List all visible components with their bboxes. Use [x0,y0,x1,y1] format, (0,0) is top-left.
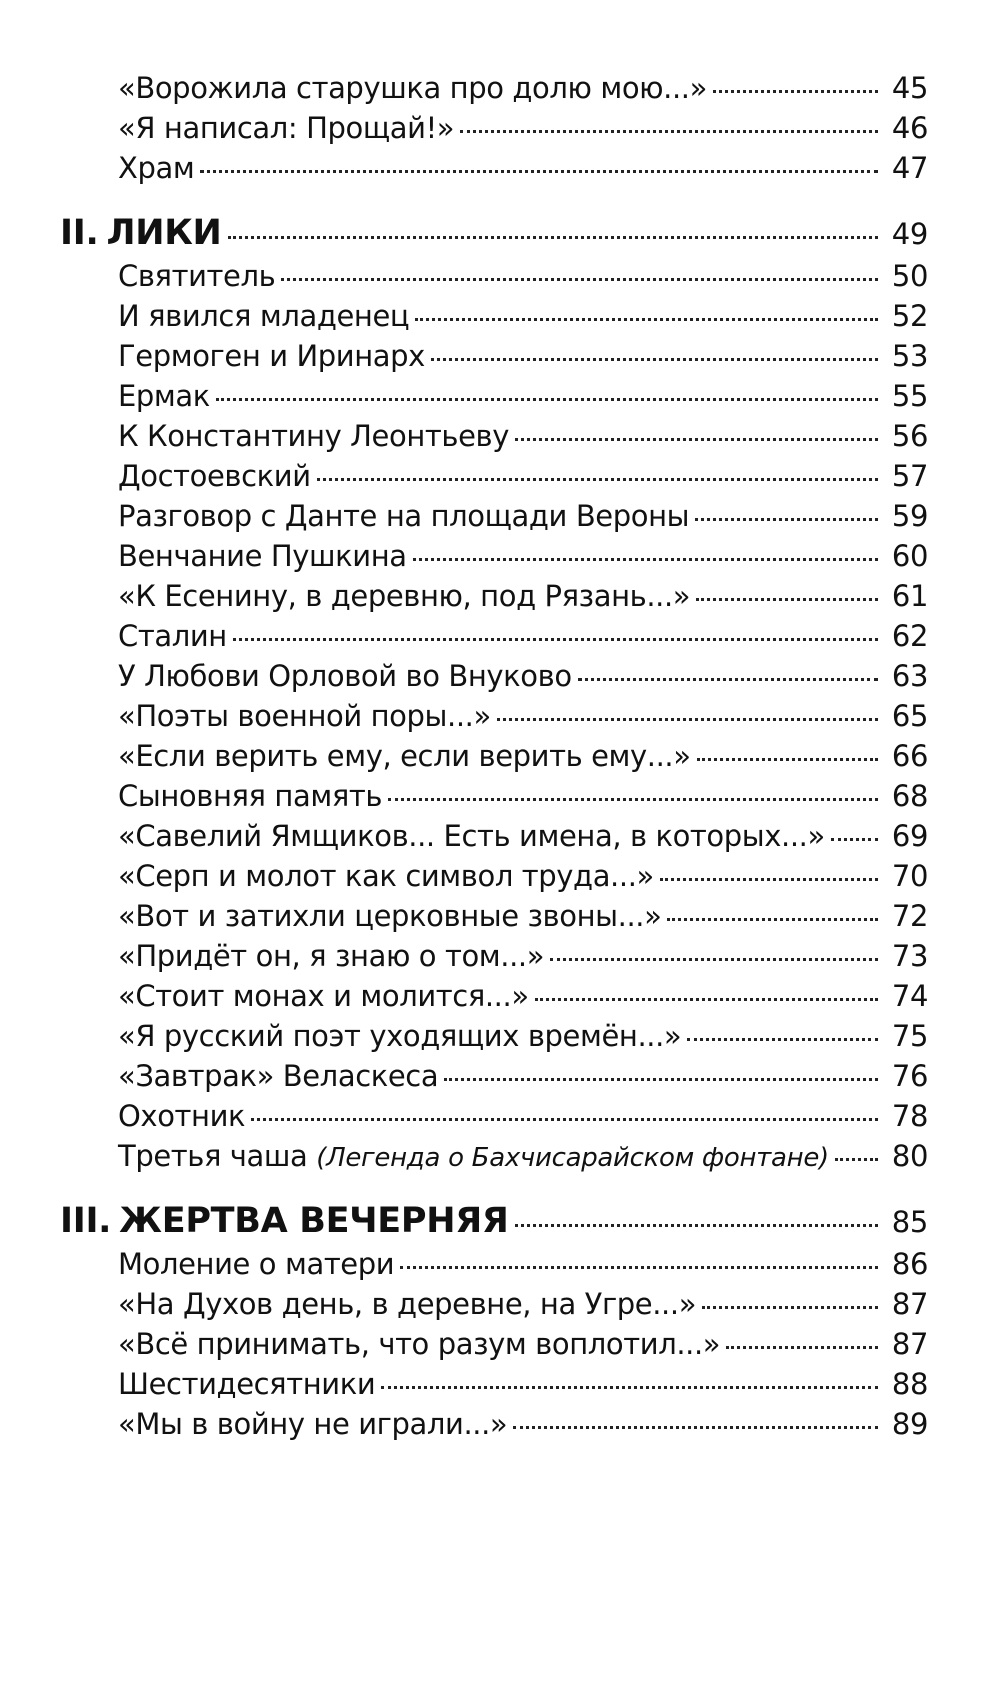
dot-leader [381,1386,878,1389]
toc-entry-main-title: Третья чаша [118,1139,308,1173]
dot-leader [216,398,878,401]
toc-entry-page: 75 [891,1019,928,1053]
dot-leader [317,478,878,481]
toc-entry-title: «Я написал: Прощай!» [118,111,455,145]
toc-entry[interactable] [118,536,928,576]
toc-entry[interactable] [118,1284,928,1324]
dot-leader [228,236,878,239]
dot-leader [497,718,878,721]
toc-entry[interactable] [118,256,928,296]
section-title [60,1198,509,1244]
toc-entry[interactable] [118,856,928,896]
toc-entry[interactable] [118,1404,928,1444]
toc-entry-page: 45 [891,71,928,105]
toc-entry[interactable] [118,108,928,148]
toc-entry-subtitle: (Легенда о Бахчисарайском фонтане) [316,1143,829,1173]
toc-entry-page: 53 [891,339,928,373]
toc-entry-page: 46 [891,111,928,145]
toc-entry-title: Храм [118,151,195,185]
toc-entry-page: 87 [891,1287,928,1321]
toc-entry-title: И явился младенец [118,299,410,333]
dot-leader [578,678,878,681]
dot-leader [696,598,878,601]
toc-entry-title: К Константину Леонтьеву [118,419,509,453]
toc-entry-title: Моление о матери [118,1247,395,1281]
toc-entry-page: 70 [891,859,928,893]
toc-entry-page: 74 [891,979,928,1013]
dot-leader [281,278,878,281]
toc-section-page: 49 [891,217,928,251]
toc-entry-title [118,1136,829,1178]
toc-entry-title: Шестидесятники [118,1367,376,1401]
toc-entry[interactable] [118,576,928,616]
toc-entry-page: 66 [891,739,928,773]
toc-entry-title: Сыновняя память [118,779,383,813]
dot-leader [200,170,878,173]
dot-leader [702,1306,878,1309]
toc-entry-title: «Вот и затихли церковные звоны...» [118,899,662,933]
section-numeral: III. [60,1201,112,1241]
toc-entry-page: 59 [891,499,928,533]
toc-entry[interactable] [118,1136,928,1176]
toc-entry-page: 88 [891,1367,928,1401]
toc-entry-title: «Завтрак» Веласкеса [118,1059,439,1093]
toc-entry-title: «Я русский поэт уходящих времён...» [118,1019,682,1053]
toc-entry-title: Сталин [118,619,227,653]
dot-leader [460,130,878,133]
toc-entry-title: «Серп и молот как символ труда...» [118,859,654,893]
dot-leader [431,358,878,361]
toc-entry[interactable] [118,336,928,376]
toc-entry-title: «На Духов день, в деревне, на Угре...» [118,1287,697,1321]
toc-entry[interactable] [118,616,928,656]
toc-entry-page: 56 [891,419,928,453]
toc-entry-page: 72 [891,899,928,933]
toc-entry[interactable] [118,1324,928,1364]
toc-entry-title: Святитель [118,259,276,293]
toc-section-heading[interactable] [60,1198,928,1244]
toc-entry-title: «Мы в войну не играли...» [118,1407,508,1441]
dot-leader [415,318,878,321]
toc-entry-page: 63 [891,659,928,693]
dot-leader [550,958,878,961]
dot-leader [695,518,878,521]
section-name: ЖЕРТВА ВЕЧЕРНЯЯ [119,1201,509,1241]
dot-leader [251,1118,878,1121]
dot-leader [515,438,878,441]
toc-entry-page: 57 [891,459,928,493]
toc-entry[interactable] [118,1056,928,1096]
toc-section-heading[interactable] [60,210,928,256]
toc-entry[interactable] [118,1364,928,1404]
toc-entry[interactable] [118,1096,928,1136]
toc-entry-page: 65 [891,699,928,733]
toc-entry-page: 89 [891,1407,928,1441]
dot-leader [835,1158,878,1161]
toc-entry[interactable] [118,696,928,736]
toc-entry-title: Гермоген и Иринарх [118,339,425,373]
toc-entry-page: 80 [891,1139,928,1173]
dot-leader [400,1266,878,1269]
toc-entry-title: «Поэты военной поры...» [118,699,491,733]
dot-leader [660,878,878,881]
toc-entry-page: 69 [891,819,928,853]
toc-entry-page: 62 [891,619,928,653]
dot-leader [687,1038,878,1041]
toc-entry-page: 87 [891,1327,928,1361]
dot-leader [515,1224,878,1227]
toc-entry-title: У Любови Орловой во Внуково [118,659,572,693]
toc-entry-page: 50 [891,259,928,293]
dot-leader [444,1078,878,1081]
toc-entry-title: Венчание Пушкина [118,539,407,573]
toc-entry-page: 76 [891,1059,928,1093]
section-numeral: II. [60,213,99,253]
dot-leader [233,638,878,641]
section-title [60,210,222,256]
dot-leader [667,918,878,921]
toc-entry[interactable] [118,148,928,188]
toc-entry-title: Ермак [118,379,210,413]
toc-entry-page: 60 [891,539,928,573]
dot-leader [535,998,878,1001]
toc-entry[interactable] [118,976,928,1016]
toc-entry-title: «К Есенину, в деревню, под Рязань...» [118,579,691,613]
toc-entry-page: 55 [891,379,928,413]
toc-section-page: 85 [891,1205,928,1239]
dot-leader [713,90,878,93]
toc-entry[interactable] [118,1016,928,1056]
toc-entry[interactable] [118,816,928,856]
toc-entry-title: «Всё принимать, что разум воплотил...» [118,1327,721,1361]
toc-entry[interactable] [118,936,928,976]
toc-entry-title: «Если верить ему, если верить ему...» [118,739,691,773]
toc-entry-page: 47 [891,151,928,185]
toc-entry-page: 73 [891,939,928,973]
toc-entry-page: 52 [891,299,928,333]
dot-leader [831,838,878,841]
toc-entry-title: «Савелий Ямщиков... Есть имена, в которых...» [118,819,825,853]
toc-entry[interactable] [118,416,928,456]
toc-entry[interactable] [118,496,928,536]
toc-entry-page: 78 [891,1099,928,1133]
toc-entry-title: «Стоит монах и молится...» [118,979,529,1013]
toc-entry[interactable] [118,376,928,416]
toc-entry[interactable] [118,296,928,336]
toc-entry-title: Достоевский [118,459,311,493]
section-name: ЛИКИ [106,213,222,253]
toc-entry[interactable] [118,68,928,108]
toc-entry-title: Разговор с Данте на площади Вероны [118,499,690,533]
dot-leader [388,798,878,801]
toc-entry-page: 86 [891,1247,928,1281]
toc-entry-title: Охотник [118,1099,246,1133]
dot-leader [726,1346,878,1349]
dot-leader [513,1426,878,1429]
toc-entry[interactable] [118,896,928,936]
toc-entry[interactable] [118,656,928,696]
toc-entry[interactable] [118,456,928,496]
toc-entry[interactable] [118,776,928,816]
toc-entry-title: «Придёт он, я знаю о том...» [118,939,545,973]
toc-entry-title: «Ворожила старушка про долю мою...» [118,71,707,105]
toc-entry-page: 68 [891,779,928,813]
toc-entry[interactable] [118,736,928,776]
dot-leader [413,558,878,561]
toc-entry-page: 61 [891,579,928,613]
dot-leader [697,758,878,761]
toc-entry[interactable] [118,1244,928,1284]
